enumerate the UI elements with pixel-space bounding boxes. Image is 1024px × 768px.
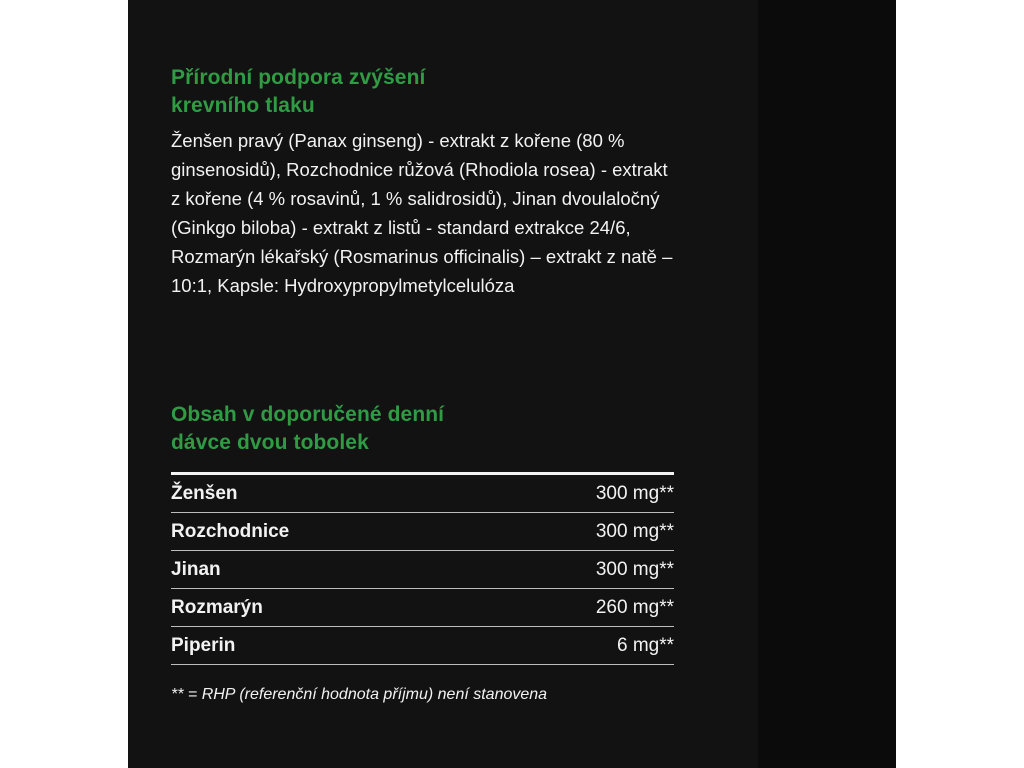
ingredient-amount: 300 mg** — [595, 520, 674, 542]
ingredient-name: Jinan — [171, 558, 221, 580]
ingredient-name: Piperin — [171, 634, 236, 656]
dose-section — [171, 401, 674, 665]
dose-table — [171, 472, 674, 665]
ingredient-amount: 300 mg** — [595, 482, 674, 504]
ingredient-name: Rozmarýn — [171, 596, 263, 618]
composition-heading-line1: Přírodní podpora zvýšení — [171, 66, 426, 89]
ingredient-name: Rozchodnice — [171, 520, 290, 542]
dose-heading — [171, 401, 531, 457]
composition-section — [171, 64, 676, 300]
table-row — [171, 627, 674, 665]
composition-heading — [171, 64, 511, 120]
side-strip — [758, 0, 896, 768]
dose-heading-line2: dávce dvou tobolek — [171, 431, 369, 454]
dose-heading-line1: Obsah v doporučené denní — [171, 403, 445, 426]
table-row — [171, 551, 674, 589]
ingredients-text: Ženšen pravý (Panax ginseng) - extrakt z kořene (80 % ginsenosidů), Rozchodnice růžová (Rhodiola rosea) - extrakt z kořene (4 % rosavinů, 1 % salidrosidů), Jinan dvoulaločný (Ginkgo biloba) - extrakt z listů - standard extrakce 24/6, Rozmarýn lékařský (Rosmarinus officinalis) – extrakt z natě – 10:1, Kapsle: Hydroxypropylmetylcelulóza — [171, 130, 673, 296]
ingredient-amount: 300 mg** — [595, 558, 674, 580]
ingredient-name: Ženšen — [171, 482, 238, 504]
composition-heading-line2: krevního tlaku — [171, 94, 315, 117]
footnote: ** = RHP (referenční hodnota příjmu) není stanovena — [171, 686, 548, 703]
table-row — [171, 475, 674, 513]
ingredient-amount: 6 mg** — [616, 634, 674, 656]
ingredient-amount: 260 mg** — [595, 596, 674, 618]
table-row — [171, 513, 674, 551]
table-row — [171, 589, 674, 627]
